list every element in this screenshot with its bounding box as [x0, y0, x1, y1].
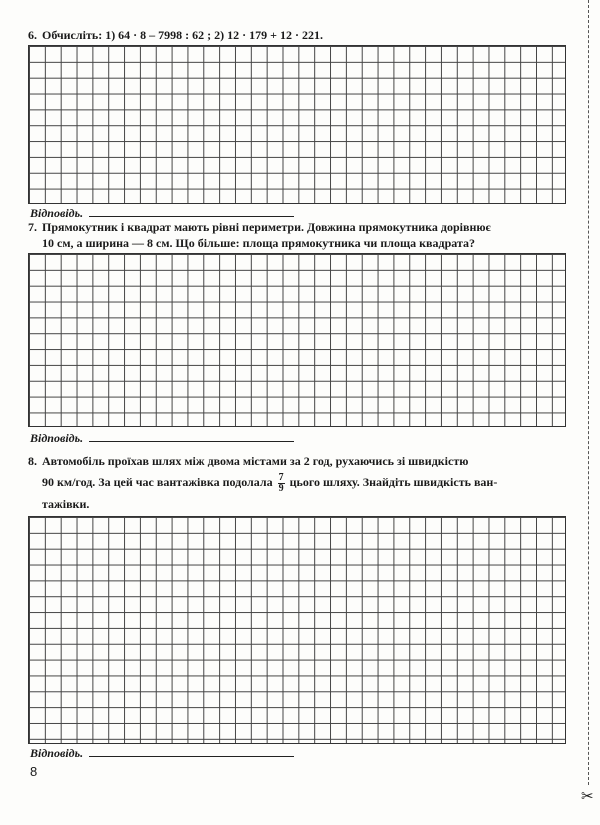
task-8	[28, 451, 584, 515]
task-text: тажівки.	[42, 496, 90, 511]
task-text: цього шляху. Знайдіть швидкість ван-	[289, 475, 498, 489]
task-text: 10 см, а ширина — 8 см. Що більше: площа прямокутника чи площа квадрата?	[42, 236, 475, 250]
task-number: 6.	[28, 28, 37, 42]
task-text: Прямокутник і квадрат мають рівні периметри. Довжина прямокутника дорівнює	[42, 220, 491, 234]
fraction-numerator: 7	[278, 471, 284, 483]
answer-grid-7[interactable]	[28, 253, 566, 427]
answer-label: Відповідь.	[30, 431, 84, 445]
fraction	[278, 473, 285, 494]
answer-7	[30, 431, 294, 446]
fraction-denominator: 9	[278, 482, 284, 494]
task-text: Автомобіль проїхав шлях між двома містами за 2 год, рухаючись зі швидкістю	[42, 454, 469, 468]
task-text: 90 км/год. За цей час вантажівка подолала	[42, 475, 273, 489]
task-7	[28, 219, 584, 251]
answer-line[interactable]	[89, 206, 294, 217]
answer-grid-6[interactable]	[28, 45, 566, 204]
answer-8	[30, 746, 294, 761]
page-number: 8	[30, 764, 38, 779]
task-number: 8.	[28, 454, 37, 468]
task-6	[28, 27, 584, 43]
cut-line	[588, 0, 589, 785]
answer-line[interactable]	[89, 746, 294, 757]
task-text: Обчисліть: 1) 64 · 8 – 7998 : 62 ; 2) 12 · 179 + 12 · 221.	[42, 28, 324, 42]
task-number: 7.	[28, 220, 37, 234]
answer-line[interactable]	[89, 431, 294, 442]
answer-label: Відповідь.	[30, 746, 84, 760]
answer-grid-8[interactable]	[28, 516, 566, 744]
answer-label: Відповідь.	[30, 206, 84, 220]
scissors-icon: ✂	[581, 787, 594, 805]
